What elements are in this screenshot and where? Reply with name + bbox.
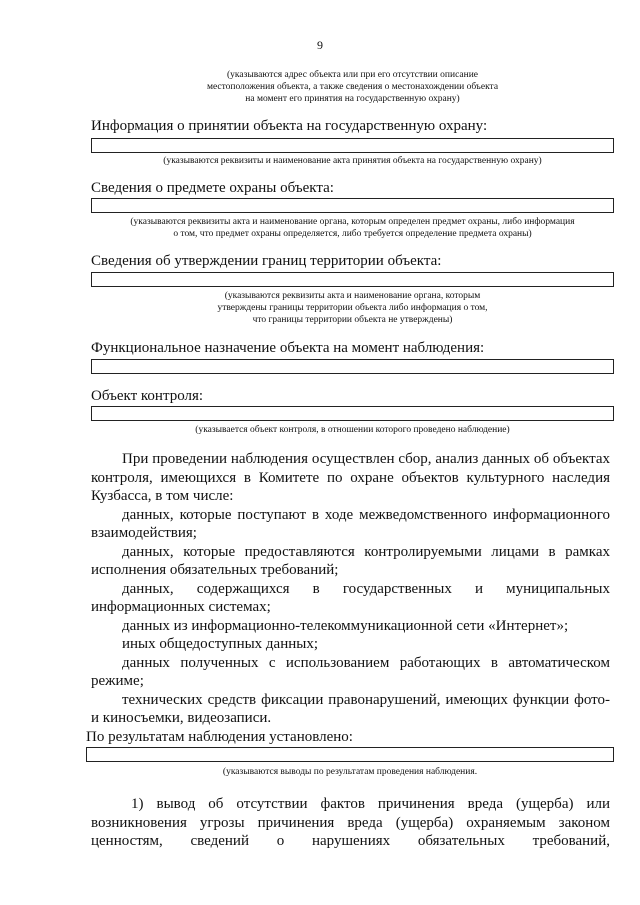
observation-body [91, 450, 610, 728]
function-field[interactable] [91, 359, 614, 374]
body-paragraph-public-data: иных общедоступных данных; [122, 636, 319, 652]
results-note: (указываются выводы по результатам проведения наблюдения. [222, 767, 478, 777]
body-paragraph-interagency: данных, которые поступают в ходе межведомственного информационного взаимодействия; [91, 506, 610, 541]
acceptance-note: (указываются реквизиты и наименование акта принятия объекта на государственную охрану) [163, 156, 542, 166]
body-paragraph-automatic-mode: данных полученных с использованием работающих в автоматическом режиме; [91, 654, 610, 689]
conclusion-paragraph: 1) вывод об отсутствии фактов причинения вреда (ущерба) или возникновения угрозы причинения вреда (ущерба) охраняемым законом ценностям, сведений о нарушениях обязательных требований, [91, 796, 610, 849]
body-paragraph-intro: При проведении наблюдения осуществлен сбор, анализ данных об объектах контроля, имеющихся в Комитете по охране объектов культурного наследия Кузбасса, в том числе: [91, 451, 610, 504]
body-paragraph-controlled-persons: данных, которые предоставляются контролируемыми лицами в рамках исполнения обязательных требований; [91, 543, 610, 578]
function-heading: Функциональное назначение объекта на момент наблюдения: [91, 340, 485, 356]
subject-note-line-1: (указываются реквизиты акта и наименование органа, которым определен предмет охраны, либо информация [130, 217, 575, 227]
acceptance-field[interactable] [91, 138, 614, 153]
address-note-line-3: на момент его принятия на государственную охрану) [245, 94, 460, 104]
body-paragraph-technical-means: технических средств фиксации правонарушений, имеющих функции фото- и киносъемки, видеозаписи. [91, 691, 610, 726]
boundaries-note-line-2: утверждены границы территории объекта либо информация о том, [217, 303, 488, 313]
control-object-heading: Объект контроля: [91, 388, 204, 404]
subject-heading: Сведения о предмете охраны объекта: [91, 180, 334, 196]
control-object-field[interactable] [91, 406, 614, 421]
subject-note [91, 216, 614, 240]
body-paragraph-internet: данных из информационно-телекоммуникационной сети «Интернет»; [122, 617, 569, 634]
subject-note-line-2: о том, что предмет охраны определяется, либо требуется определение предмета охраны) [173, 229, 532, 239]
results-field[interactable] [86, 747, 614, 762]
control-object-note: (указывается объект контроля, в отношении которого проведено наблюдение) [195, 425, 510, 435]
results-heading: По результатам наблюдения установлено: [86, 729, 353, 745]
address-note [91, 69, 614, 105]
boundaries-note-line-3: что границы территории объекта не утверждены) [252, 315, 453, 325]
conclusion-body [91, 795, 610, 851]
page-number: 9 [317, 38, 323, 52]
address-note-line-2: местоположения объекта, а также сведения о местонахождении объекта [206, 82, 499, 92]
boundaries-note [91, 290, 614, 326]
boundaries-field[interactable] [91, 272, 614, 287]
acceptance-heading: Информация о принятии объекта на государственную охрану: [91, 118, 488, 134]
address-note-line-1: (указываются адрес объекта или при его отсутствии описание [226, 70, 478, 80]
subject-field[interactable] [91, 198, 614, 213]
body-paragraph-info-systems: данных, содержащихся в государственных и муниципальных информационных системах; [91, 580, 610, 615]
boundaries-heading: Сведения об утверждении границ территории объекта: [91, 253, 442, 269]
boundaries-note-line-1: (указываются реквизиты акта и наименование органа, которым [224, 291, 481, 301]
